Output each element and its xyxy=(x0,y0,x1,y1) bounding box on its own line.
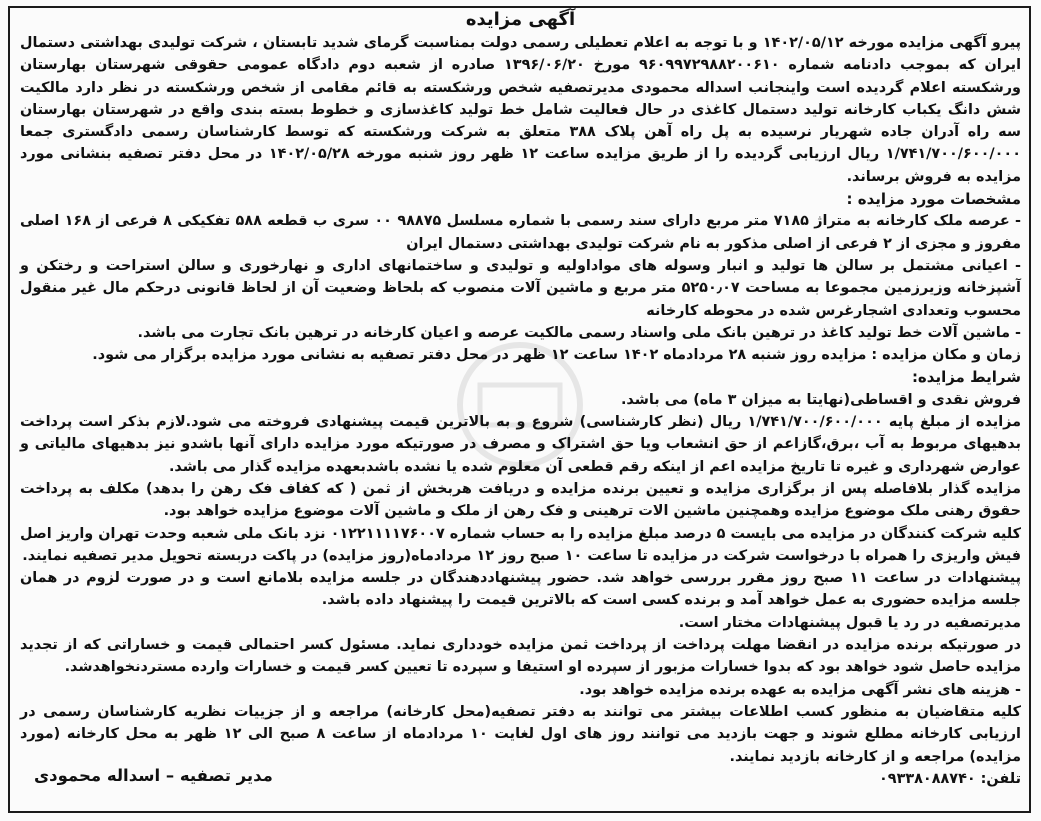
signature: مدیر تصفیه – اسداله محمودی xyxy=(34,766,273,785)
condition-item: فروش نقدی و اقساطی(نهایتا به میزان ۳ ماه) می باشد. xyxy=(620,391,1021,408)
condition-item: مزایده از مبلغ پایه ۱/۷۴۱/۷۰۰/۶۰۰/۰۰۰ ریال (نظر کارشناسی) شروع و به بالاترین قیمت پیشنهادی فروخته می شود.لازم بذکر است پرداخت بدهیهای مربوط به آب ،برق،گازاعم از حق انشعاب ویا حق اشتراک و مصرف در صورتیکه مورد مزایده دارای آنها باشدو نیز بدهیهای مالیاتی و عوارض شهرداری و غیره تا تاریخ مزایده اعم از اینکه رقم قطعی آن معلوم شده یا نشده باشدبعهده مزایده گذار می باشد. xyxy=(20,414,1021,475)
condition-item: در صورتیکه برنده مزایده در انقضا مهلت پرداخت از پرداخت ثمن مزایده خودداری نماید. مسئول کسر احتمالی قیمت و خساراتی که از تجدید مزایده حاصل شود خواهد بود که بدوا خسارات مزبور از سپرده او استیفا و سپرده تا تعیین کسر قیمت و خسارات وارده مستردنخواهدشد. xyxy=(20,637,1021,676)
conditions-heading: شرایط مزایده: xyxy=(911,368,1021,387)
intro-paragraph: پیرو آگهی مزایده مورخه ۱۴۰۲/۰۵/۱۲ و با توجه به اعلام تعطیلی رسمی دولت بمناسبت گرمای شدید تابستان ، شرکت تولیدی بهداشتی دستمال ایران که بموجب دادنامه شماره ۹۶۰۹۹۷۲۹۸۸۲۰۰۶۱۰ مورخ ۱۳۹۶/۰۶/۲۰ صادره از شعبه دوم دادگاه عمومی حقوقی شهرستان بهارستان ورشکسته اعلام گردیده است واینجانب اسداله محمودی مدیرتصفیه شخص ورشکسته به قائم مقامی از شخص ورشکسته در نظر دارد مالکیت شش دانگ یکباب کارخانه تولید دستمال کاغذی در حال فعالیت شامل خط تولید کاغذسازی و خطوط بسته بندی واقع در شهرستان بهارستان سه راه آدران جاده شهریار نرسیده به پل راه آهن پلاک ۳۸۸ متعلق به شرکت ورشکسته که توسط کارشناسان رسمی دادگستری جمعا ۱/۷۴۱/۷۰۰/۶۰۰/۰۰۰ ریال ارزیابی گردیده را از طریق مزایده ساعت ۱۲ ظهر روز شنبه مورخه ۱۴۰۲/۰۵/۲۸ در محل دفتر تصفیه بنشانی مورد مزایده به فروش برساند. xyxy=(20,35,1022,185)
spec-item: - اعیانی مشتمل بر سالن ها تولید و انبار وسوله های مواداولیه و تولیدی و ساختمانهای اداری و نهارخوری و سالن استراحت و رختکن و آشپزخانه وزیرزمین مجموعا به مساحت ۵۲۵۰٫۰۷ متر مربع و ماشین آلات منصوب که بلحاظ وضعیت آن از لحاظ قانونی درحکم مال غیر منقول محسوب وتعدادی اشجارغرس شده در محوطه کارخانه xyxy=(20,257,1021,319)
time-place: زمان و مکان مزایده : مزایده روز شنبه ۲۸ مردادماه ۱۴۰۲ ساعت ۱۲ ظهر در محل دفتر تصفیه به نشانی مورد مزایده برگزار می شود. xyxy=(92,347,1021,364)
condition-item: مدیرتصفیه در رد یا قبول پیشنهادات مختار است. xyxy=(678,614,1021,631)
condition-item: مزایده گذار بلافاصله پس از برگزاری مزایده و تعیین برنده مزایده و دریافت هربخش از ثمن ( که کفاف فک رهن را بدهد) مکلف به پرداخت حقوق رهنی ملک موضوع مزایده وهمچنین ماشین الات ترهینی و فک رهن از ملک و ماشین آلات موضوع مزایده خواهد بود. xyxy=(20,480,1021,520)
phone-number: تلفن: ۰۹۳۳۸۰۸۸۷۴۰ xyxy=(879,770,1021,787)
condition-item: کلیه شرکت کنندگان در مزایده می بایست ۵ درصد مبلغ مزایده را به حساب شماره ۰۱۲۲۱۱۱۱۷۶۰۰۷ نزد بانک ملی شعبه وحدت تهران واریز اصل فیش واریزی را همراه با درخواست شرکت در مزایده تا ساعت ۱۰ صبح روز ۱۲ مردادماه(روز مزایده) در پاکت دربسته تحویل مدیر تصفیه نمایند. xyxy=(20,525,1021,564)
spec-item: - ماشین آلات خط تولید کاغذ در ترهین بانک ملی واسناد رسمی مالکیت عرصه و اعیان کارخانه در ترهین بانک تجارت می باشد. xyxy=(137,324,1021,341)
spec-item: - عرصه ملک کارخانه به متراژ ۷۱۸۵ متر مربع دارای سند رسمی با شماره مسلسل ۹۸۸۷۵ ۰۰ سری ب قطعه ۵۸۸ تفکیکی ۸ فرعی از ۱۶۸ اصلی مفروز و مجزی از ۲ فرعی از اصلی مذکور به نام شرکت تولیدی بهداشتی دستمال ایران xyxy=(20,213,1022,252)
closing-paragraph: کلیه متقاضیان به منظور کسب اطلاعات بیشتر می توانند به دفتر تصفیه(محل کارخانه) مراجعه و از جزییات نظریه کارشناسان رسمی در ارزیابی کارخانه مطلع شوند و جهت بازدید می توانند روز های اول لغایت ۱۰ مردادماه از ساعت ۸ صبح الی ۱۲ ظهر به محل کارخانه (مورد مزایده) مراجعه و از کارخانه بازدید نمایند. xyxy=(20,703,1021,765)
condition-item: - هزینه های نشر آگهی مزایده به عهده برنده مزایده خواهد بود. xyxy=(579,681,1021,698)
notice-title: آگهی مزایده xyxy=(465,9,576,30)
condition-item: پیشنهادات در ساعت ۱۱ صبح روز مقرر بررسی خواهد شد. حضور پیشنهاددهندگان در جلسه مزایده بلامانع است و در صورت لزوم در همان جلسه مزایده حضوری به عمل خواهد آمد و برنده کسی است که بالاترین قیمت را پیشنهاد داده باشد. xyxy=(20,570,1021,609)
specs-heading: مشخصات مورد مزایده : xyxy=(846,190,1021,209)
notice-body xyxy=(20,8,1021,790)
